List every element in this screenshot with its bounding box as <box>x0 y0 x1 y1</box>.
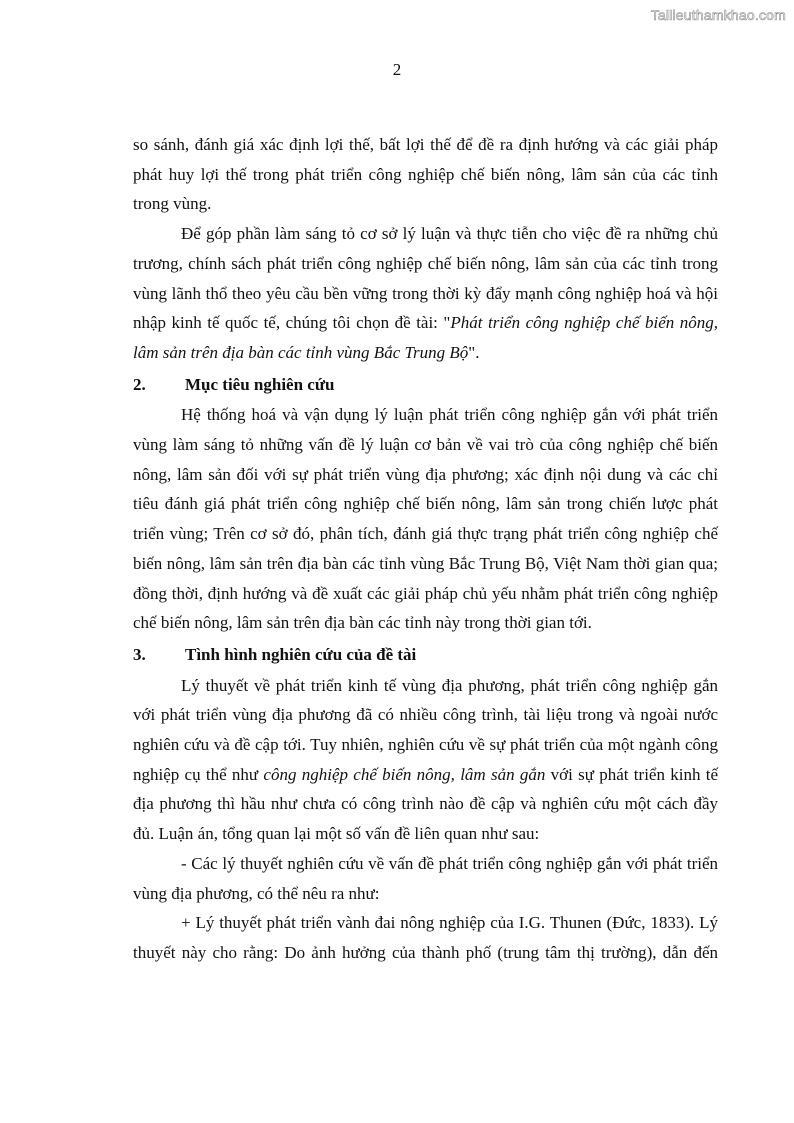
thesis-title-italic: Phát triển công nghiệp chế biến nông, lâm sản trên địa bàn các tỉnh vùng Bắc Trung Bộ <box>133 313 719 362</box>
paragraph-topic-selection <box>133 219 718 368</box>
section-heading-objectives <box>133 370 718 400</box>
paragraph-text: với sự phát triển kinh tế địa phương thì hầu như chưa có công trình nào đề cập và nghiên cứu một cách đầy đủ. Luận án, tổng quan lại một số vấn đề liên quan như sau: <box>133 764 719 844</box>
section-title: Mục tiêu nghiên cứu <box>185 374 335 394</box>
paragraph-objectives: Hệ thống hoá và vận dụng lý luận phát triển công nghiệp gắn với phát triển vùng làm sáng tỏ những vấn đề lý luận cơ bản về vai trò của công nghiệp chế biến nông, lâm sản đối với sự phát triển vùng địa phương; xác định nội dung và các chỉ tiêu đánh giá phát triển công nghiệp chế biến nông, lâm sản trong chiến lược phát triển vùng; Trên cơ sở đó, phân tích, đánh giá thực trạng phát triển công nghiệp chế biến nông, lâm sản trên địa bàn các tỉnh vùng Bắc Trung Bộ, Việt Nam thời gian qua; đồng thời, định hướng và đề xuất các giải pháp chủ yếu nhằm phát triển công nghiệp chế biến nông, lâm sản trên địa bàn các tỉnh này trong thời gian tới. <box>133 405 718 633</box>
watermark: Tailieuthamkhao.com <box>650 7 786 23</box>
italic-phrase: công nghiệp chế biến nông, lâm sản gắn <box>263 764 546 784</box>
paragraph-text: Để góp phần làm sáng tỏ cơ sở lý luận và thực tiễn cho việc đề ra những chủ trương, chính sách phát triển công nghiệp chế biến nông, lâm sản của các tỉnh trong vùng lãnh thổ theo yêu cầu bền vững trong thời kỳ đẩy mạnh công nghiệp hoá và hội nhập kinh tế quốc tế, chúng tôi chọn đề tài: " <box>133 224 718 333</box>
section-number: 2. <box>133 374 146 394</box>
document-body <box>133 130 718 968</box>
paragraph-text: Lý thuyết về phát triển kinh tế vùng địa phương, phát triển công nghiệp gắn với phát triển vùng địa phương đã có nhiều công trình, tài liệu trong và ngoài nước nghiên cứu và đề cập tới. Tuy nhiên, nghiên cứu về sự phát triển của một ngành công nghiệp cụ thể như <box>133 675 718 784</box>
page-number: 2 <box>392 60 402 79</box>
paragraph-theories-intro: - Các lý thuyết nghiên cứu về vấn đề phát triển công nghiệp gắn với phát triển vùng địa phương, có thể nêu ra như: <box>133 853 718 903</box>
section-title: Tình hình nghiên cứu của đề tài <box>185 644 417 664</box>
paragraph-intro-continuation: so sánh, đánh giá xác định lợi thế, bất lợi thế để đề ra định hướng và các giải pháp phát huy lợi thế trong phát triển công nghiệp chế biến nông, lâm sản của các tỉnh trong vùng. <box>133 135 718 214</box>
paragraph-text: ". <box>468 342 480 362</box>
section-number: 3. <box>133 644 146 664</box>
paragraph-research-overview <box>133 671 718 849</box>
paragraph-thunen-theory: + Lý thuyết phát triển vành đai nông nghiệp của I.G. Thunen (Đức, 1833). Lý thuyết này cho rằng: Do ảnh hưởng của thành phố (trung tâm thị trường), dẫn đến <box>133 913 718 962</box>
section-heading-research-status <box>133 640 718 670</box>
